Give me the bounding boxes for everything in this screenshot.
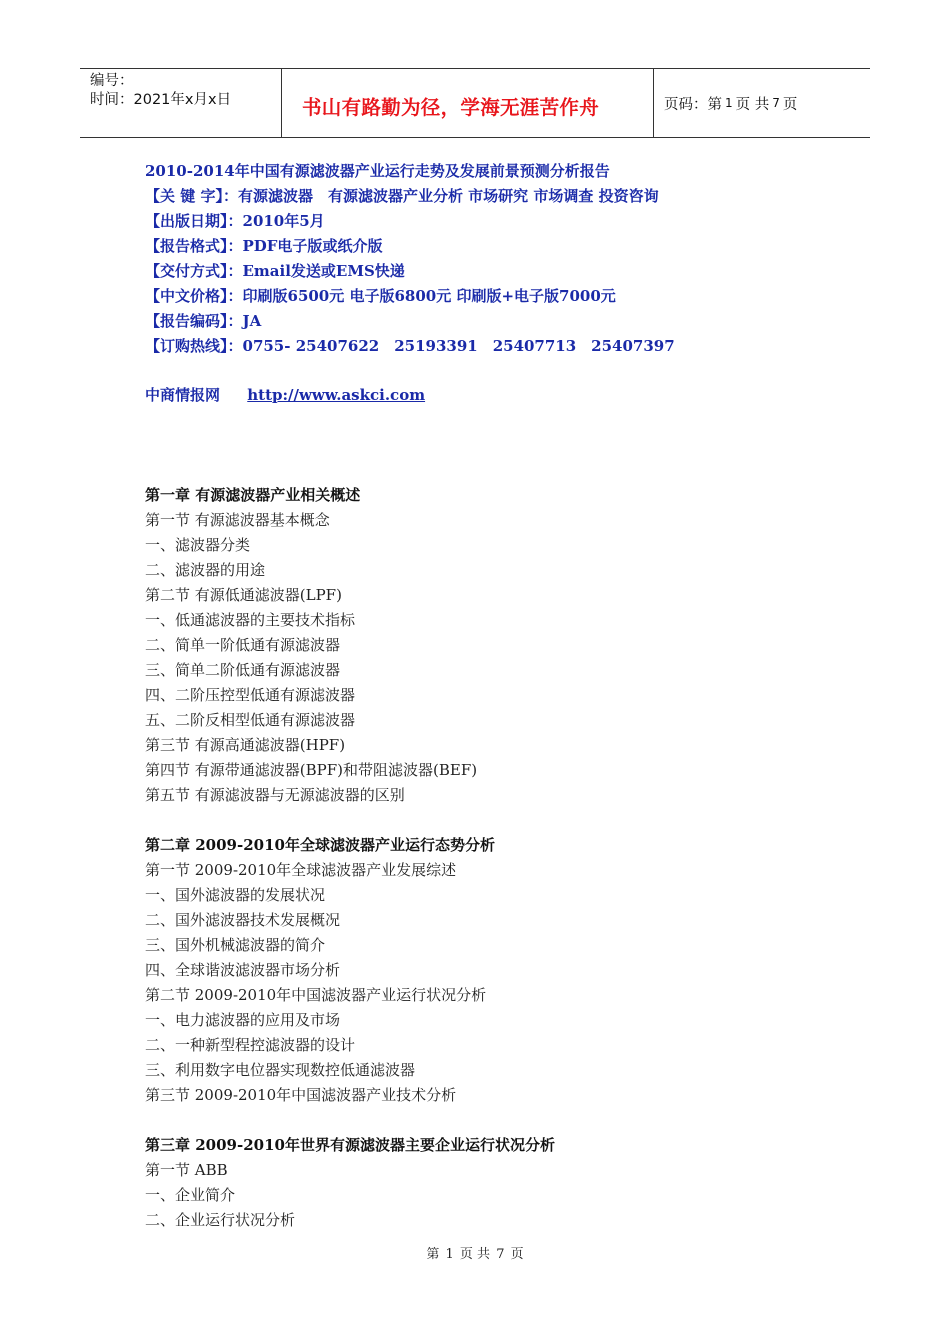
toc-entry: 第五节 有源滤波器与无源滤波器的区别: [145, 786, 405, 804]
header-left-cell: [80, 69, 281, 137]
toc-spacer: [145, 1108, 865, 1133]
toc-entry: 一、低通滤波器的主要技术指标: [145, 611, 356, 629]
toc-entry: 二、企业运行状况分析: [145, 1211, 296, 1229]
report-code: 【报告编码】：JA: [145, 312, 262, 330]
header-page-cell: [654, 69, 870, 137]
footer-current: 1: [445, 1247, 454, 1262]
toc-chapter-heading: 第二章 2009-2010年全球滤波器产业运行态势分析: [145, 836, 495, 854]
report-title: 2010-2014年中国有源滤波器产业运行走势及发展前景预测分析报告: [145, 162, 610, 180]
document-number-label: 编号：: [90, 73, 134, 89]
toc-entry: 一、滤波器分类: [145, 536, 251, 554]
page-footer: [0, 1244, 950, 1266]
document-time-label: 时间：2021年x月x日: [90, 92, 232, 108]
toc-entry: 三、利用数字电位器实现数控低通滤波器: [145, 1061, 416, 1079]
toc-entry: 第四节 有源带通滤波器(BPF)和带阻滤波器(BEF): [145, 761, 478, 779]
toc-entry: 二、滤波器的用途: [145, 561, 266, 579]
toc-entry: 第二节 2009-2010年中国滤波器产业运行状况分析: [145, 986, 487, 1004]
toc-entry: 第三节 2009-2010年中国滤波器产业技术分析: [145, 1086, 457, 1104]
toc-entry: 三、简单二阶低通有源滤波器: [145, 661, 341, 679]
header-page-current: 1: [725, 96, 733, 110]
toc-entry: 二、一种新型程控滤波器的设计: [145, 1036, 356, 1054]
footer-middle: 页 共: [459, 1247, 491, 1262]
toc-chapter-heading: 第一章 有源滤波器产业相关概述: [145, 486, 361, 504]
site-url-link[interactable]: http://www.askci.com: [247, 386, 426, 404]
header-motto: 书山有路勤为径，学海无涯苦作舟: [302, 96, 600, 119]
table-of-contents: [145, 483, 865, 1233]
toc-entry: 第一节 有源滤波器基本概念: [145, 511, 330, 529]
site-line: [145, 383, 425, 408]
footer-total: 7: [496, 1247, 505, 1262]
header-page-prefix: 页码：第: [664, 96, 722, 113]
report-keywords: 【关 键 字】：有源滤波器 有源滤波器产业分析 市场研究 市场调查 投资咨询: [145, 187, 659, 205]
toc-entry: 四、全球谐波滤波器市场分析: [145, 961, 341, 979]
toc-entry: 第二节 有源低通滤波器(LPF): [145, 586, 342, 604]
toc-entry: 五、二阶反相型低通有源滤波器: [145, 711, 356, 729]
toc-entry: 三、国外机械滤波器的简介: [145, 936, 326, 954]
report-delivery: 【交付方式】：Email发送或EMS快递: [145, 262, 405, 280]
header-page-suffix: 页: [782, 96, 798, 113]
report-meta-block: [145, 159, 865, 359]
footer-prefix: 第: [426, 1247, 440, 1262]
report-price: 【中文价格】：印刷版6500元 电子版6800元 印刷版+电子版7000元: [145, 287, 616, 305]
toc-entry: 第一节 2009-2010年全球滤波器产业发展综述: [145, 861, 457, 879]
toc-entry: 第一节 ABB: [145, 1161, 228, 1179]
report-format: 【报告格式】：PDF电子版或纸介版: [145, 237, 383, 255]
header-motto-cell: [281, 69, 654, 137]
report-hotline: 【订购热线】：0755- 25407622 25193391 25407713 25407397: [145, 337, 675, 355]
footer-suffix: 页: [510, 1247, 524, 1262]
report-publish-date: 【出版日期】：2010年5月: [145, 212, 325, 230]
page-header-table: [80, 68, 870, 138]
site-name: 中商情报网: [145, 386, 221, 404]
toc-entry: 四、二阶压控型低通有源滤波器: [145, 686, 356, 704]
header-page-middle: 页 共: [735, 96, 770, 113]
toc-entry: 二、国外滤波器技术发展概况: [145, 911, 341, 929]
toc-entry: 一、电力滤波器的应用及市场: [145, 1011, 341, 1029]
toc-entry: 一、国外滤波器的发展状况: [145, 886, 326, 904]
toc-spacer: [145, 808, 865, 833]
toc-chapter-heading: 第三章 2009-2010年世界有源滤波器主要企业运行状况分析: [145, 1136, 555, 1154]
toc-entry: 二、简单一阶低通有源滤波器: [145, 636, 341, 654]
toc-entry: 一、企业简介: [145, 1186, 236, 1204]
header-page-total: 7: [772, 96, 780, 110]
toc-entry: 第三节 有源高通滤波器(HPF): [145, 736, 346, 754]
